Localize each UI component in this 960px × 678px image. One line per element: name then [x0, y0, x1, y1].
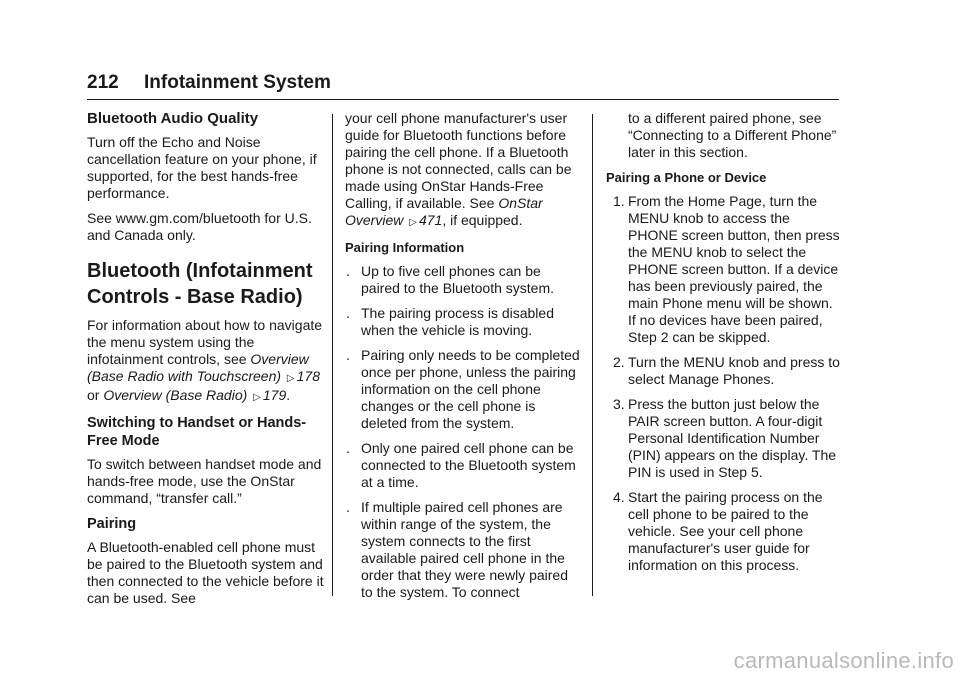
watermark: carmanualsonline.info: [733, 648, 954, 673]
list-item: [345, 499, 582, 601]
bullet-icon: .: [346, 347, 350, 363]
list-item: [606, 354, 842, 388]
bullet-icon: .: [346, 305, 350, 321]
bullet-text: The pairing process is disabled when the vehicle is moving.: [361, 305, 554, 338]
bullet-text: Pairing only needs to be completed once per phone, unless the pairing information on the cell phone changes or the cell phone is deleted from the system.: [361, 347, 580, 431]
page-ref-178[interactable]: 178: [296, 368, 320, 384]
link-overview-touchscreen[interactable]: Overview (Base Radio with Touchscreen): [87, 351, 309, 384]
heading-pairing-information: Pairing Information: [345, 240, 465, 255]
heading-line-2: Controls - Base Radio): [87, 286, 303, 308]
heading-switching: Switching to Handset or Hands-Free Mode: [87, 415, 307, 449]
paragraph-transfer: To switch between handset mode and hands-free mode, use the OnStar command, “transfer call.”: [87, 456, 322, 506]
step-text: From the Home Page, turn the MENU knob to access the PHONE screen button, then press the MENU knob to select the PHONE screen button. If a device has been previously paired, the main Phone menu will be shown. If no devices have been paired, Step 2 can be skipped.: [628, 193, 840, 345]
column-3: [606, 110, 842, 582]
list-item: [606, 396, 842, 481]
list-item: [606, 489, 842, 574]
column-2: [345, 110, 582, 609]
page-header: [87, 68, 839, 98]
bullet-icon: .: [346, 440, 350, 456]
bullet-text: Only one paired cell phone can be connected to the Bluetooth system at a time.: [361, 440, 576, 490]
page-reference-icon: ▷: [409, 217, 417, 228]
page-ref-179[interactable]: 179: [262, 387, 287, 403]
heading-audio-quality: Bluetooth Audio Quality: [87, 110, 259, 127]
text-if-equipped: , if equipped.: [442, 212, 523, 228]
heading-pairing: Pairing: [87, 516, 137, 532]
link-overview-base[interactable]: Overview (Base Radio): [103, 387, 248, 403]
bullet-icon: .: [346, 499, 350, 515]
page-ref-471[interactable]: 471: [418, 212, 443, 228]
bullet-text: If multiple paired cell phones are within range of the system, the system connects to the first available paired cell phone in the order that they were newly paired to the system. To connect: [361, 499, 568, 600]
section-title: Infotainment System: [144, 72, 331, 93]
step-number: 3.: [613, 396, 625, 412]
step-text: Press the button just below the PAIR screen button. A four-digit Personal Identification Number (PIN) appears on the display. The PIN is used in Step 5.: [628, 396, 837, 480]
step-number: 4.: [613, 489, 625, 505]
page-reference-icon: ▷: [253, 392, 261, 403]
heading-line-1: Bluetooth (Infotainment: [87, 260, 313, 282]
column-1: [87, 110, 325, 615]
step-number: 1.: [613, 193, 625, 209]
step-text: Turn the MENU knob and press to select Manage Phones.: [628, 354, 840, 387]
column-divider-1: [332, 114, 333, 596]
link-onstar-overview[interactable]: OnStar Overview: [345, 195, 543, 228]
paragraph-continued: to a different paired phone, see “Connecting to a Different Phone” later in this section.: [628, 110, 837, 160]
bullet-text: Up to five cell phones can be paired to the Bluetooth system.: [361, 263, 554, 296]
list-item: [345, 263, 582, 297]
column-divider-2: [592, 114, 593, 596]
list-item: [345, 347, 582, 432]
paragraph-pairing: A Bluetooth-enabled cell phone must be paired to the Bluetooth system and then connected to the vehicle before it can be used. See: [87, 539, 324, 606]
list-item: [345, 440, 582, 491]
list-item: [606, 193, 842, 346]
list-item: [345, 305, 582, 339]
paragraph-echo: Turn off the Echo and Noise cancellation feature on your phone, if supported, for the best hands-free performance.: [87, 134, 317, 201]
bullet-icon: .: [346, 263, 350, 279]
text-navigate: For information about how to navigate the menu system using the infotainment controls, see: [87, 317, 323, 367]
paragraph-manufacturer: [345, 110, 582, 231]
page-number: 212: [87, 72, 119, 93]
paragraph-website: See www.gm.com/bluetooth for U.S. and Canada only.: [87, 210, 312, 243]
text-manufacturer: your cell phone manufacturer's user guide for Bluetooth functions before pairing the cell phone. If a Bluetooth phone is not connected, calls can be made using OnStar Hands-Free Calling, if available. See: [345, 110, 572, 211]
header-rule: [87, 99, 839, 100]
step-text: Start the pairing process on the cell phone to be paired to the vehicle. See your cell phone manufacturer's user guide for information on this process.: [628, 489, 823, 573]
page-reference-icon: ▷: [286, 373, 295, 384]
heading-pairing-phone: Pairing a Phone or Device: [606, 170, 767, 185]
heading-bluetooth-base-radio: [87, 258, 325, 310]
paragraph-navigate: For information about how to navigate the menu system using the infotainment controls, see Overview (Base Radio with Touchscreen) ▷ 178 or Overview (Base Radio) ▷ 179.: [87, 317, 323, 403]
text-or: or: [87, 387, 100, 403]
step-number: 2.: [613, 354, 625, 370]
